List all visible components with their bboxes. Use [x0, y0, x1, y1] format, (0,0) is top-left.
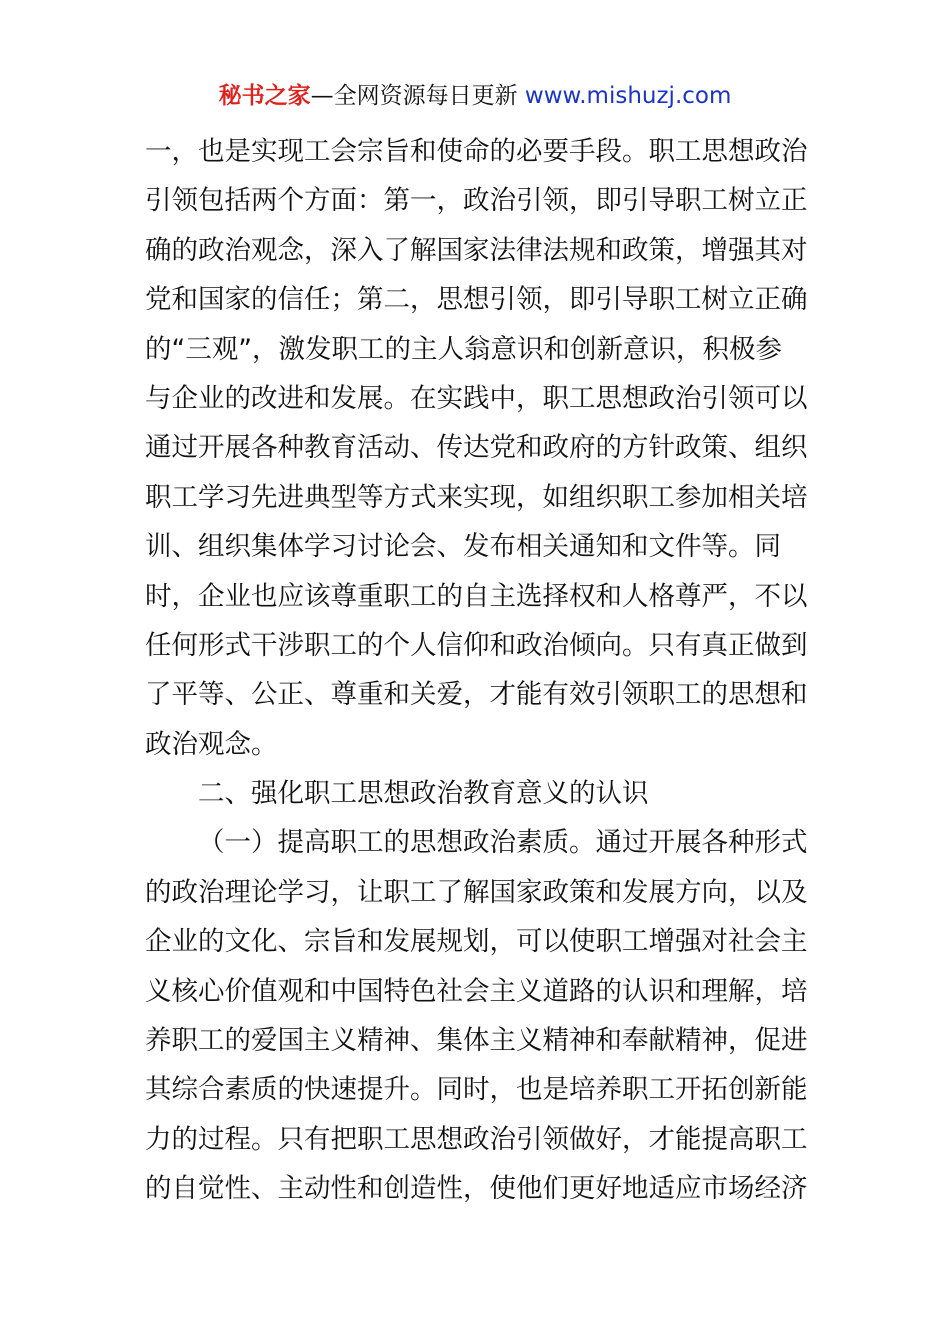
- text-line: 的自觉性、主动性和创造性，使他们更好地适应市场经济: [145, 1173, 808, 1205]
- text-line: 其综合素质的快速提升。同时，也是培养职工开拓创新能: [145, 1074, 808, 1106]
- site-brand: 秘书之家: [218, 83, 311, 109]
- text-line: （一）提高职工的思想政治素质。通过开展各种形式: [198, 827, 808, 859]
- text-line: 政治观念。: [145, 728, 278, 760]
- text-line: 通过开展各种教育活动、传达党和政府的方针政策、组织: [145, 432, 808, 464]
- text-line: 了平等、公正、尊重和关爱，才能有效引领职工的思想和: [145, 679, 808, 711]
- section-heading: 二、强化职工思想政治教育意义的认识: [198, 778, 649, 810]
- text-line: 党和国家的信任；第二，思想引领，即引导职工树立正确: [145, 284, 808, 316]
- text-line: 企业的文化、宗旨和发展规划，可以使职工增强对社会主: [145, 926, 808, 958]
- text-line: 一，也是实现工会宗旨和使命的必要手段。职工思想政治: [145, 136, 808, 167]
- text-line: 的政治理论学习，让职工了解国家政策和发展方向，以及: [145, 876, 808, 908]
- text-line: 力的过程。只有把职工思想政治引领做好，才能提高职工: [145, 1123, 808, 1155]
- text-line: 义核心价值观和中国特色社会主义道路的认识和理解，培: [145, 975, 808, 1007]
- text-line: 与企业的改进和发展。在实践中，职工思想政治引领可以: [145, 382, 808, 414]
- text-line: 确的政治观念，深入了解国家法律法规和政策，增强其对: [145, 234, 808, 266]
- text-line: 的“三观”，激发职工的主人翁意识和创新意识，积极参: [145, 333, 782, 365]
- text-line: 职工学习先进典型等方式来实现，如组织职工参加相关培: [145, 481, 808, 513]
- text-line: 时，企业也应该尊重职工的自主选择权和人格尊严，不以: [145, 580, 808, 612]
- text-line: 引领包括两个方面：第一，政治引领，即引导职工树立正: [145, 185, 808, 217]
- text-line: 养职工的爱国主义精神、集体主义精神和奉献精神，促进: [145, 1025, 808, 1057]
- site-url-link[interactable]: www.mishuzj.com: [524, 83, 732, 109]
- document-body: [145, 127, 810, 1214]
- page-header: [0, 78, 950, 114]
- text-line: 任何形式干涉职工的个人信仰和政治倾向。只有真正做到: [145, 629, 808, 661]
- site-tagline: —全网资源每日更新: [310, 83, 518, 109]
- text-line: 训、组织集体学习讨论会、发布相关通知和文件等。同: [145, 531, 781, 563]
